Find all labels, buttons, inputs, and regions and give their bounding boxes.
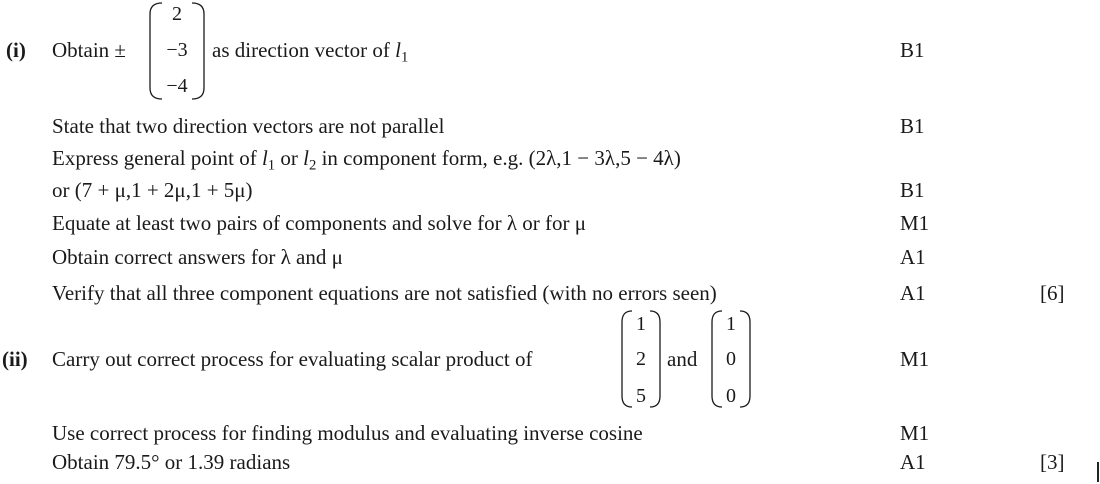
part-ii-total: [3] xyxy=(1040,450,1065,474)
mark-m1: M1 xyxy=(900,347,930,371)
part-i-label: (i) xyxy=(6,38,26,62)
mark-a1: A1 xyxy=(900,281,926,305)
statement-general-point: Express general point of $l_1$ or $l_2$ in component form, e.g. (2λ,1 − 3λ,5 − 4λ) xyxy=(52,146,681,174)
statement-angle: Obtain 79.5° or 1.39 radians xyxy=(52,450,291,474)
mark-a1: A1 xyxy=(900,245,926,269)
scalar-product-statement: Carry out correct process for evaluating scalar product of xyxy=(52,347,533,371)
mark-m1: M1 xyxy=(900,211,930,235)
vector-component: −4 xyxy=(166,75,188,97)
statement-not-parallel: State that two direction vectors are not parallel xyxy=(52,114,445,138)
text-cursor xyxy=(1097,462,1099,482)
vector-component: 0 xyxy=(726,385,736,407)
statement-obtain-answers: Obtain correct answers for λ and μ xyxy=(52,245,343,269)
mark-m1: M1 xyxy=(900,421,930,445)
vector-component: 2 xyxy=(172,3,182,25)
vector-component: 0 xyxy=(726,348,736,370)
and-word: and xyxy=(667,347,698,371)
vector-a xyxy=(620,308,662,410)
mark-b1: B1 xyxy=(900,114,925,138)
alternative-point: or (7 + μ,1 + 2μ,1 + 5μ) xyxy=(52,178,253,202)
vector-component: 1 xyxy=(636,313,646,335)
mark-b1: B1 xyxy=(900,178,925,202)
direction-vector-l1 xyxy=(148,0,206,102)
vector-component: −3 xyxy=(166,39,188,61)
statement-modulus: Use correct process for finding modulus and evaluating inverse cosine xyxy=(52,421,643,445)
obtain-prefix: Obtain ± xyxy=(52,38,126,62)
statement-equate: Equate at least two pairs of components and solve for λ or for μ xyxy=(52,211,587,235)
mark-b1: B1 xyxy=(900,38,925,62)
vector-component: 2 xyxy=(636,348,646,370)
part-i-total: [6] xyxy=(1040,281,1065,305)
statement-verify: Verify that all three component equations are not satisfied (with no errors seen) xyxy=(52,281,717,305)
vector-component: 5 xyxy=(636,385,646,407)
vector-component: 1 xyxy=(726,313,736,335)
mark-a1: A1 xyxy=(900,450,926,474)
after-vector-text: as direction vector of $l_1$ xyxy=(212,38,409,66)
vector-b xyxy=(710,308,752,410)
part-ii-label: (ii) xyxy=(2,347,28,371)
